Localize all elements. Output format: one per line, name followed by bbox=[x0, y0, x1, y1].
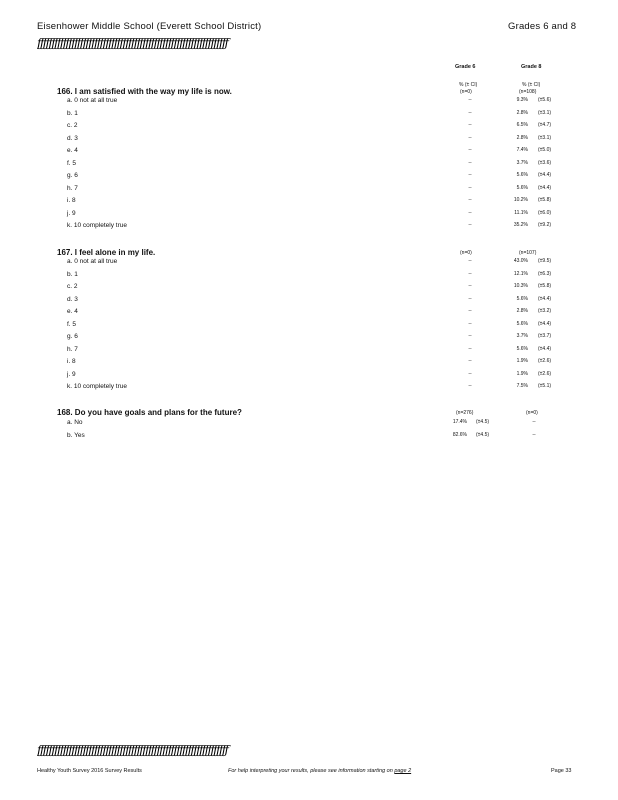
grade6-value: -- bbox=[468, 222, 472, 228]
grade8-value: 3.7% bbox=[516, 159, 528, 166]
grade6-value: -- bbox=[468, 345, 472, 352]
grade8-value: 43.0% bbox=[513, 258, 528, 264]
grade8-value: 5.6% bbox=[516, 172, 528, 178]
footer-page-link[interactable]: page 2 bbox=[394, 768, 412, 774]
option-label: g. 6 bbox=[67, 333, 78, 340]
question-title: 167. I feel alone in my life. bbox=[57, 248, 156, 257]
question-n-grade8: (n=107) bbox=[519, 250, 537, 256]
grade8-value: 9.3% bbox=[516, 97, 528, 103]
grade8-value: 6.5% bbox=[516, 122, 528, 128]
option-label: k. 10 completely true bbox=[67, 383, 127, 390]
option-label: d. 3 bbox=[67, 134, 78, 142]
grade8-value: 2.8% bbox=[516, 308, 528, 314]
grade6-ci: (±4.5) bbox=[476, 431, 490, 438]
grade8-value: 2.8% bbox=[516, 134, 528, 141]
grade8-ci: (±3.2) bbox=[538, 308, 552, 314]
grade8-value: -- bbox=[532, 419, 536, 425]
option-label: a. 0 not at all true bbox=[67, 97, 118, 104]
grade6-value: -- bbox=[468, 283, 472, 289]
grade6-value: -- bbox=[468, 159, 472, 166]
grade8-ci: (±2.6) bbox=[538, 370, 552, 377]
option-label: f. 5 bbox=[67, 159, 77, 167]
option-label: i. 8 bbox=[67, 197, 76, 204]
option-label: c. 2 bbox=[67, 122, 78, 129]
column-grade8: Grade 8 bbox=[521, 64, 542, 70]
grade6-value: -- bbox=[468, 109, 472, 116]
grade8-ci: (±4.7) bbox=[538, 122, 552, 128]
option-label: c. 2 bbox=[67, 283, 78, 290]
grade6-value: -- bbox=[468, 270, 472, 277]
grade8-ci: (±3.7) bbox=[538, 333, 552, 339]
grade8-ci: (±3.6) bbox=[538, 159, 552, 166]
footer-survey-name: Healthy Youth Survey 2016 Survey Results bbox=[37, 768, 142, 774]
question-n-grade6: (n=0) bbox=[460, 89, 472, 95]
option-label: g. 6 bbox=[67, 172, 78, 179]
grade6-value: -- bbox=[468, 358, 472, 364]
option-label: a. 0 not at all true bbox=[67, 258, 118, 265]
column-grade6-ci: % (± CI) bbox=[459, 82, 478, 88]
grade8-value: -- bbox=[532, 431, 536, 438]
grade8-ci: (±6.0) bbox=[538, 209, 552, 216]
grade8-ci: (±5.6) bbox=[538, 97, 552, 103]
footer-help-text: For help interpreting your results, please see information starting on bbox=[228, 768, 393, 774]
question-n-grade6: (n=0) bbox=[460, 250, 472, 256]
question-n-grade6: (n=276) bbox=[456, 410, 474, 416]
grade8-value: 2.8% bbox=[516, 109, 528, 116]
grade8-value: 35.2% bbox=[513, 222, 528, 228]
grade6-value: -- bbox=[468, 333, 472, 339]
option-label: j. 9 bbox=[67, 370, 76, 378]
grade8-value: 7.5% bbox=[516, 383, 528, 389]
grade8-value: 1.9% bbox=[516, 370, 528, 377]
grade6-value: -- bbox=[468, 122, 472, 128]
footer-help bbox=[228, 768, 411, 774]
grade8-value: 5.6% bbox=[516, 320, 528, 327]
grade8-ci: (±9.2) bbox=[538, 222, 552, 228]
grade6-value: -- bbox=[468, 308, 472, 314]
grade8-ci: (±5.8) bbox=[538, 197, 552, 203]
grade8-value: 1.9% bbox=[516, 358, 528, 364]
grade8-ci: (±5.8) bbox=[538, 283, 552, 289]
grade8-ci: (±3.1) bbox=[538, 109, 552, 116]
header-rule: ƒƒƒƒƒƒƒƒƒƒƒƒƒƒƒƒƒƒƒƒƒƒƒƒƒƒƒƒƒƒƒƒƒƒƒƒƒƒƒƒƒƒƒƒƒƒƒƒƒƒƒƒƒƒƒƒƒƒƒƒƒƒƒƒƒƒƒ bbox=[37, 36, 228, 50]
grade8-value: 5.6% bbox=[516, 184, 528, 191]
grade8-value: 3.7% bbox=[516, 333, 528, 339]
grade8-ci: (±4.4) bbox=[538, 320, 552, 327]
grade8-ci: (±5.1) bbox=[538, 383, 552, 389]
grade6-value: -- bbox=[468, 258, 472, 264]
option-label: b. Yes bbox=[67, 431, 85, 439]
grade6-value: -- bbox=[468, 147, 472, 153]
question-title: 168. Do you have goals and plans for the future? bbox=[57, 408, 242, 417]
question-n-grade8: (n=0) bbox=[526, 410, 538, 416]
option-label: i. 8 bbox=[67, 358, 76, 365]
report-title: Eisenhower Middle School (Everett School District) bbox=[37, 21, 262, 32]
option-label: f. 5 bbox=[67, 320, 77, 328]
grade6-value: -- bbox=[468, 197, 472, 203]
page-number: Page 33 bbox=[551, 768, 572, 774]
footer-rule: ƒƒƒƒƒƒƒƒƒƒƒƒƒƒƒƒƒƒƒƒƒƒƒƒƒƒƒƒƒƒƒƒƒƒƒƒƒƒƒƒƒƒƒƒƒƒƒƒƒƒƒƒƒƒƒƒƒƒƒƒƒƒƒƒƒƒƒ bbox=[37, 743, 228, 757]
grade6-value: -- bbox=[468, 320, 472, 327]
grade8-value: 10.2% bbox=[513, 197, 528, 203]
grade8-ci: (±3.1) bbox=[538, 134, 552, 141]
grade8-ci: (±6.3) bbox=[538, 270, 552, 277]
grade8-value: 11.1% bbox=[514, 209, 528, 216]
option-label: b. 1 bbox=[67, 109, 78, 117]
grade8-value: 5.6% bbox=[516, 295, 528, 302]
grade8-ci: (±4.4) bbox=[538, 172, 552, 178]
grade8-ci: (±5.0) bbox=[538, 147, 552, 153]
grade8-value: 7.4% bbox=[516, 147, 528, 153]
grade8-value: 10.3% bbox=[513, 283, 528, 289]
grade6-value: -- bbox=[468, 172, 472, 178]
grade8-ci: (±9.5) bbox=[538, 258, 552, 264]
grade6-ci: (±4.5) bbox=[476, 419, 490, 425]
option-label: b. 1 bbox=[67, 270, 78, 278]
question-title: 166. I am satisfied with the way my life is now. bbox=[57, 87, 232, 96]
grade6-value: -- bbox=[468, 295, 472, 302]
option-label: h. 7 bbox=[67, 184, 78, 192]
option-label: e. 4 bbox=[67, 147, 78, 154]
grade6-value: -- bbox=[468, 134, 472, 141]
grade8-value: 5.6% bbox=[516, 345, 528, 352]
grade6-value: -- bbox=[468, 184, 472, 191]
column-grade8-ci: % (± CI) bbox=[522, 82, 541, 88]
option-label: a. No bbox=[67, 419, 83, 426]
grade6-value: -- bbox=[468, 383, 472, 389]
grade8-ci: (±4.4) bbox=[538, 295, 552, 302]
option-label: h. 7 bbox=[67, 345, 78, 353]
grade8-ci: (±4.4) bbox=[538, 345, 552, 352]
grade8-ci: (±4.4) bbox=[538, 184, 552, 191]
grade6-value: -- bbox=[468, 97, 472, 103]
grade8-value: 12.1% bbox=[513, 270, 528, 277]
question-n-grade8: (n=108) bbox=[519, 89, 537, 95]
column-grade6: Grade 6 bbox=[455, 64, 476, 70]
grade6-value: 82.6% bbox=[452, 431, 467, 438]
grades-label: Grades 6 and 8 bbox=[508, 21, 577, 32]
option-label: d. 3 bbox=[67, 295, 78, 303]
grade6-value: -- bbox=[468, 209, 472, 216]
grade6-value: -- bbox=[468, 370, 472, 377]
grade8-ci: (±2.6) bbox=[538, 358, 552, 364]
option-label: j. 9 bbox=[67, 209, 76, 217]
option-label: k. 10 completely true bbox=[67, 222, 127, 229]
option-label: e. 4 bbox=[67, 308, 78, 315]
grade6-value: 17.4% bbox=[452, 419, 467, 425]
